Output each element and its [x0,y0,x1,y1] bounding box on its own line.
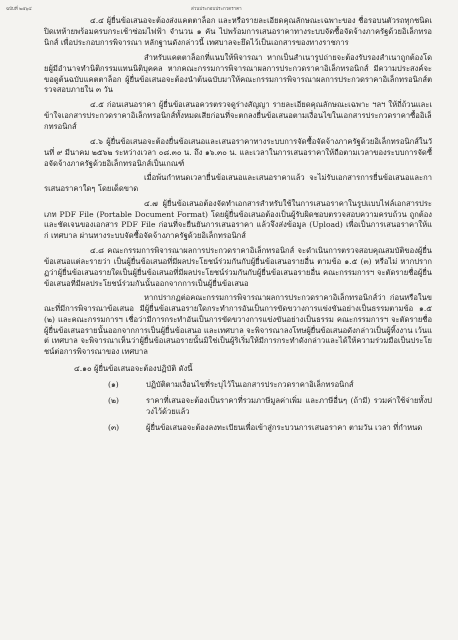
clause-4-7: ๔.๗ ผู้ยื่นข้อเสนอต้องจัดทำเอกสารสำหรับใช้ในการเสนอราคาในรูปแบบไฟล์เอกสารประเภท PDF File (Portable Document Format) โดยผู้ยื่นข้อเสนอต้องเป็นผู้รับผิดชอบตรวจสอบความครบถ้วน ถูกต้อง และชัดเจนของเอกสาร PDF File ก่อนที่จะยืนยันการเสนอราคา แล้วจึงส่งข้อมูล (Upload) เพื่อเป็นการเสนอราคาให้แก่ เทศบาล ผ่านทางระบบจัดซื้อจัดจ้างภาครัฐด้วยอิเล็กทรอนิกส์ [44,198,432,241]
clause-4-8: ๔.๘ คณะกรรมการพิจารณาผลการประกวดราคาอิเล็กทรอนิกส์ จะดำเนินการตรวจสอบคุณสมบัติของผู้ยื่นข้อเสนอแต่ละรายว่า เป็นผู้ยื่นข้อเสนอที่มีผลประโยชน์ร่วมกันกับผู้ยื่นข้อเสนอรายอื่น ตามข้อ ๑.๕ (๓) หรือไม่ หากปรากฏว่าผู้ยื่นข้อเสนอรายใดเป็นผู้ยื่นข้อเสนอที่มีผลประโยชน์ร่วมกันกับผู้ยื่นข้อเสนอรายอื่น คณะกรรมการฯ จะตัดรายชื่อผู้ยื่นข้อเสนอที่มีผลประโยชน์ร่วมกันนั้นออกจากการเป็นผู้ยื่นข้อเสนอ [44,246,432,288]
header-left: ฉบับที่ ๒๕๖๔ [6,7,32,12]
list-item [44,396,432,418]
list-item-number: (๓) [108,422,120,432]
document-body [44,16,432,434]
list-item-number: (๑) [108,380,119,390]
list-item-text: ราคาที่เสนอจะต้องเป็นราคาที่รวมภาษีมูลค่าเพิ่ม และภาษีอื่นๆ (ถ้ามี) รวมค่าใช้จ่ายทั้งปวงไว้ด้วยแล้ว [146,396,432,416]
clause-4-4-catalog-note: สำหรับแคตตาล็อกที่แนบให้พิจารณา หากเป็นสำเนารูปถ่ายจะต้องรับรองสำเนาถูกต้องโดยผู้มีอำนาจทำนิติกรรมแทนนิติบุคคล หากคณะกรรมการพิจารณาผลการประกวดราคาอิเล็กทรอนิกส์ มีความประสงค์จะขอดูต้นฉบับแคตตาล็อก ผู้ยื่นข้อเสนอจะต้องนำต้นฉบับมาให้คณะกรรมการพิจารณาผลการประกวดราคาอิเล็กทรอนิกส์ตรวจสอบภายใน ๓ วัน [44,52,432,95]
list-item-text: ปฏิบัติตามเงื่อนไขที่ระบุไว้ในเอกสารประกวดราคาอิเล็กทรอนิกส์ [146,380,354,390]
list-item [44,423,432,434]
list-item-number: (๒) [108,396,119,406]
clause-4-8-collusion-note: หากปรากฏต่อคณะกรรมการพิจารณาผลการประกวดราคาอิเล็กทรอนิกส์ว่า ก่อนหรือในขณะที่มีการพิจารณาข้อเสนอ มีผู้ยื่นข้อเสนอรายใดกระทำการอันเป็นการขัดขวางการแข่งขันอย่างเป็นธรรมตามข้อ ๑.๕ (๒) และคณะกรรมการฯ เชื่อว่ามีการกระทำอันเป็นการขัดขวางการแข่งขันอย่างเป็นธรรม คณะกรรมการฯ จะตัดรายชื่อผู้ยื่นข้อเสนอรายนั้นออกจากการเป็นผู้ยื่นข้อเสนอ และเทศบาล จะพิจารณาลงโทษผู้ยื่นข้อเสนอดังกล่าวเป็นผู้ทิ้งงาน เว้นแต่ เทศบาล จะพิจารณาเห็นว่าผู้ยื่นข้อเสนอรายนั้นมิใช่เป็นผู้ริเริ่มให้มีการกระทำดังกล่าวและได้ให้ความร่วมมือเป็นประโยชน์ต่อการพิจารณาของ เทศบาล [44,292,432,357]
header-center: ส่วนประกอบประกวดราคา [191,7,242,12]
clause-4-6-deadline-note: เมื่อพ้นกำหนดเวลายื่นข้อเสนอและเสนอราคาแล้ว จะไม่รับเอกสารการยื่นข้อเสนอและการเสนอราคาใดๆ โดยเด็ดขาด [44,172,432,193]
list-item-text: ผู้ยื่นข้อเสนอจะต้องลงทะเบียนเพื่อเข้าสู่กระบวนการเสนอราคา ตามวัน เวลา ที่กำหนด [146,422,423,432]
list-item [44,380,432,391]
clause-4-6: ๔.๖ ผู้ยื่นข้อเสนอจะต้องยื่นข้อเสนอและเสนอราคาทางระบบการจัดซื้อจัดจ้างภาครัฐด้วยอิเล็กทรอนิกส์ในวันที่ ๙ มีนาคม ๒๕๖๒ ระหว่างเวลา ๐๘.๓๐ น. ถึง ๑๖.๓๐ น. และเวลาในการเสนอราคาให้ถือตามเวลาของระบบการจัดซื้อจัดจ้างภาครัฐด้วยอิเล็กทรอนิกส์เป็นเกณฑ์ [44,137,432,168]
page-header [6,5,452,13]
clause-4-10-list [44,380,432,434]
clause-4-10: ๔.๑๐ ผู้ยื่นข้อเสนอจะต้องปฏิบัติ ดังนี้ [74,364,193,374]
clause-4-4: ๔.๔ ผู้ยื่นข้อเสนอจะต้องส่งแคตตาล็อก และหรือรายละเอียดคุณลักษณะเฉพาะของ ชื่อรอบนตัวรถทุกชนิดเปิดเทห้ายพร้อมครบกระเช้าซ่อมไฟฟ้า จำนวน ๑ คัน ไปพร้อมการเสนอราคาทางระบบจัดซื้อจัดจ้างภาครัฐด้วยอิเล็กทรอนิกส์ เพื่อประกอบการพิจารณา หลักฐานดังกล่าวนี้ เทศบาลจะยึดไว้เป็นเอกสารของทางราชการ [44,16,432,47]
clause-4-5: ๔.๕ ก่อนเสนอราคา ผู้ยื่นข้อเสนอควรตรวจดูร่างสัญญา รายละเอียดคุณลักษณะเฉพาะ ฯลฯ ให้ถี่ถ้วนและเข้าใจเอกสารประกวดราคาอิเล็กทรอนิกส์ทั้งหมดเสียก่อนที่จะตกลงยื่นข้อเสนอตามเงื่อนไขในเอกสารประกวดราคาซื้ออิเล็กทรอนิกส์ [44,100,432,132]
